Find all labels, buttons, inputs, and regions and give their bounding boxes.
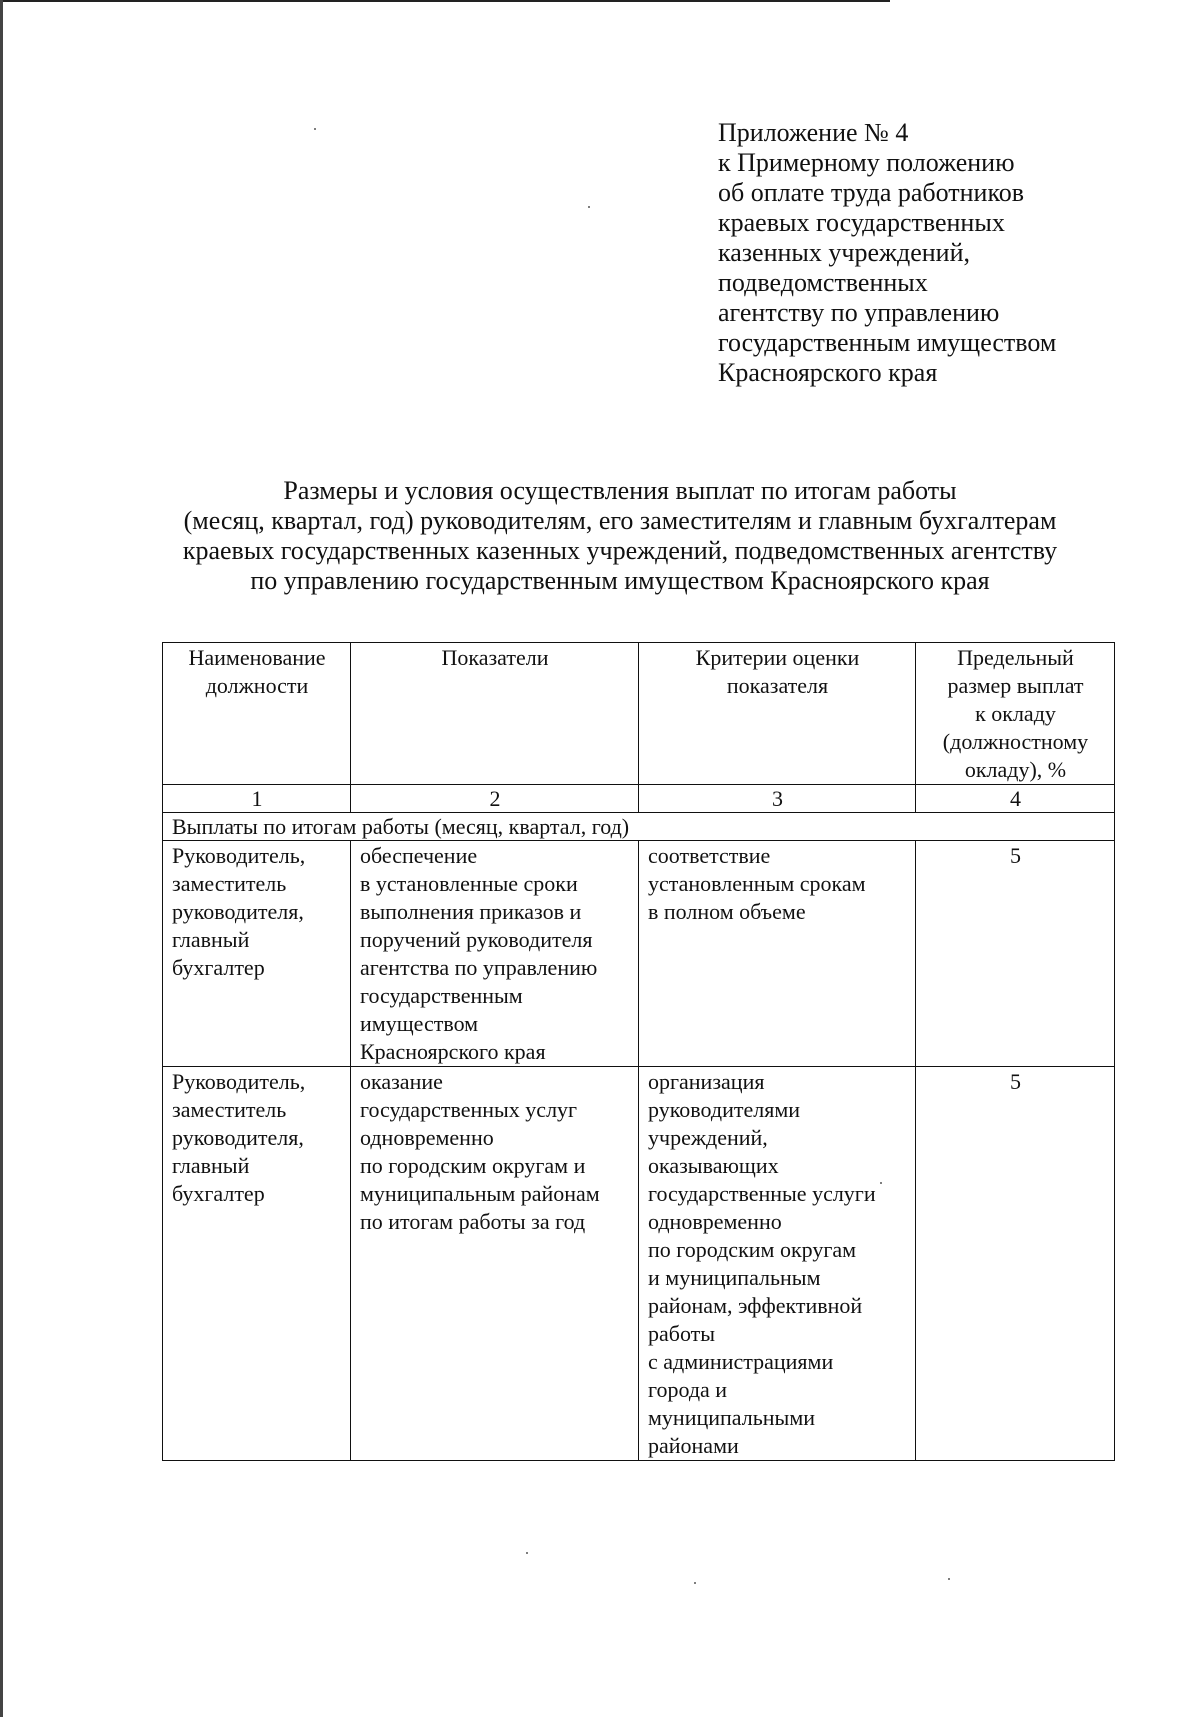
cell-line: оказывающих xyxy=(648,1153,779,1178)
header-position xyxy=(163,643,351,785)
cell-line: учреждений, xyxy=(648,1125,768,1150)
cell-line: муниципальным районам xyxy=(360,1181,600,1206)
cell-line: организация xyxy=(648,1069,765,1094)
cell-line: Руководитель, xyxy=(172,1069,306,1094)
column-number: 3 xyxy=(639,785,916,813)
header-text: к окладу xyxy=(975,701,1056,726)
header-text: размер выплат xyxy=(947,673,1084,698)
table-header-row xyxy=(163,643,1115,785)
attachment-line: об оплате труда работников xyxy=(718,178,1025,207)
table-row xyxy=(163,1067,1115,1461)
header-text: Наименование xyxy=(188,645,326,670)
attachment-line: агентству по управлению xyxy=(718,298,1000,327)
cell-line: имуществом xyxy=(360,1011,479,1036)
column-number-row xyxy=(163,785,1115,813)
attachment-line: государственным имуществом xyxy=(718,328,1057,357)
scan-edge-top xyxy=(0,0,890,2)
cell-line: в установленные сроки xyxy=(360,871,578,896)
header-text: Показатели xyxy=(441,645,549,670)
cell-line: государственным xyxy=(360,983,523,1008)
section-title xyxy=(163,813,1115,841)
cell-line: оказание xyxy=(360,1069,443,1094)
column-number: 1 xyxy=(163,785,351,813)
cell-line: бухгалтер xyxy=(172,1181,265,1206)
header-text: Критерии оценки xyxy=(695,645,860,670)
cell-line: соответствие xyxy=(648,843,771,868)
attachment-line: подведомственных xyxy=(718,268,928,297)
cell-line: районам, эффективной xyxy=(648,1293,863,1318)
cell-line: и муниципальным xyxy=(648,1265,821,1290)
cell-line: руководителя, xyxy=(172,899,304,924)
cell-line: Руководитель, xyxy=(172,843,306,868)
cell-line: выполнения приказов и xyxy=(360,899,582,924)
cell-line: бухгалтер xyxy=(172,955,265,980)
payments-table xyxy=(162,642,1115,1461)
header-indicators xyxy=(351,643,639,785)
cell-line: по городским округам и xyxy=(360,1153,586,1178)
header-text: окладу), % xyxy=(964,757,1067,782)
cell-line: руководителями xyxy=(648,1097,801,1122)
cell-line: 5 xyxy=(1010,1069,1021,1094)
cell-line: государственные услуги xyxy=(648,1181,876,1206)
cell-line: по итогам работы за год xyxy=(360,1209,586,1234)
cell-line: главный xyxy=(172,1153,250,1178)
scan-speck xyxy=(694,1582,696,1584)
cell-line: главный xyxy=(172,927,250,952)
section-title-text: Выплаты по итогам работы (месяц, квартал, год) xyxy=(172,814,630,839)
section-row xyxy=(163,813,1115,841)
cell-line: одновременно xyxy=(648,1209,782,1234)
title-line: Размеры и условия осуществления выплат по итогам работы xyxy=(283,476,957,505)
cell-indicator xyxy=(351,1067,639,1461)
cell-line: с администрациями xyxy=(648,1349,834,1374)
scan-speck xyxy=(948,1578,950,1580)
attachment-note xyxy=(718,118,1158,388)
cell-line: государственных услуг xyxy=(360,1097,578,1122)
attachment-line: казенных учреждений, xyxy=(718,238,970,267)
attachment-line: краевых государственных xyxy=(718,208,1005,237)
header-criteria xyxy=(639,643,916,785)
cell-line: заместитель xyxy=(172,871,287,896)
column-number: 4 xyxy=(916,785,1115,813)
cell-line: работы xyxy=(648,1321,716,1346)
scan-speck xyxy=(588,206,590,208)
cell-line: обеспечение xyxy=(360,843,478,868)
cell-position xyxy=(163,841,351,1067)
document-title xyxy=(120,476,1120,596)
title-line: по управлению государственным имуществом Красноярского края xyxy=(250,566,990,595)
attachment-line: Красноярского края xyxy=(718,358,938,387)
cell-line: руководителя, xyxy=(172,1125,304,1150)
cell-line: поручений руководителя xyxy=(360,927,593,952)
cell-indicator xyxy=(351,841,639,1067)
header-limit xyxy=(916,643,1115,785)
column-number: 2 xyxy=(351,785,639,813)
cell-line: заместитель xyxy=(172,1097,287,1122)
cell-line: установленным срокам xyxy=(648,871,866,896)
header-text: должности xyxy=(205,673,309,698)
title-line: краевых государственных казенных учреждений, подведомственных агентству xyxy=(182,536,1058,565)
cell-limit xyxy=(916,1067,1115,1461)
scan-speck xyxy=(526,1552,528,1554)
cell-position xyxy=(163,1067,351,1461)
header-text: (должностному xyxy=(942,729,1089,754)
table-row xyxy=(163,841,1115,1067)
cell-limit xyxy=(916,841,1115,1067)
cell-line: 5 xyxy=(1010,843,1021,868)
cell-line: по городским округам xyxy=(648,1237,857,1262)
cell-line: одновременно xyxy=(360,1125,494,1150)
cell-line: Красноярского края xyxy=(360,1039,546,1064)
scan-speck xyxy=(314,128,316,130)
header-text: показателя xyxy=(726,673,829,698)
cell-line: в полном объеме xyxy=(648,899,806,924)
cell-criteria xyxy=(639,841,916,1067)
cell-line: муниципальными xyxy=(648,1405,816,1430)
cell-line: агентства по управлению xyxy=(360,955,598,980)
cell-line: города и xyxy=(648,1377,728,1402)
header-text: Предельный xyxy=(957,645,1074,670)
scan-edge-left xyxy=(0,0,3,1717)
title-line: (месяц, квартал, год) руководителям, его заместителям и главным бухгалтерам xyxy=(183,506,1057,535)
cell-criteria xyxy=(639,1067,916,1461)
attachment-line: к Примерному положению xyxy=(718,148,1015,177)
attachment-line: Приложение № 4 xyxy=(718,118,909,147)
cell-line: районами xyxy=(648,1433,739,1458)
